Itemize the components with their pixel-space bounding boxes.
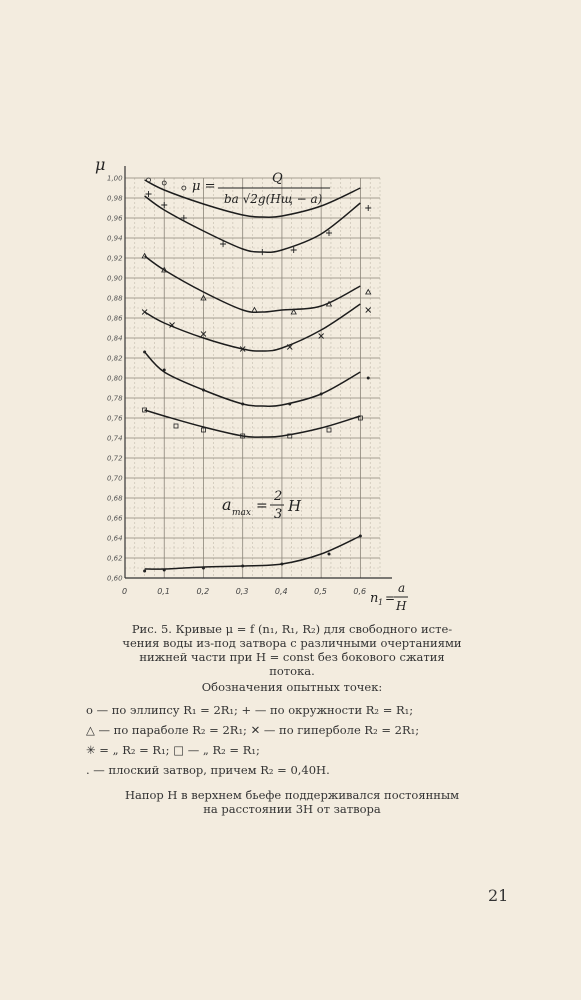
- svg-text:n: n: [370, 591, 379, 606]
- amax-annotation: [222, 489, 302, 522]
- y-axis-label: μ: [95, 155, 106, 174]
- data-point: [280, 563, 283, 566]
- x-tick-label: 0,5: [314, 587, 327, 596]
- figure-caption: Рис. 5. Кривые μ = f (n₁, R₁, R₂) для свободного исте- чения воды из-под затвора с различными очертаниями нижней части при H = const без бокового сжатия потока.: [122, 622, 462, 678]
- y-tick-label: 0,96: [107, 214, 123, 223]
- svg-text:a: a: [398, 581, 406, 595]
- y-tick-label: 0,92: [107, 254, 123, 263]
- svg-text:ba √2g(Hщ − a): ba √2g(Hщ − a): [224, 192, 323, 206]
- x-tick-label: 0: [122, 587, 128, 596]
- x-axis-label: [370, 581, 408, 613]
- data-point: [146, 191, 152, 197]
- svg-text:1: 1: [378, 598, 384, 607]
- x-tick-label: 0,2: [196, 587, 210, 596]
- svg-text:3: 3: [274, 507, 283, 522]
- data-point: [327, 428, 331, 432]
- data-point: [163, 369, 166, 372]
- y-tick-label: 0,78: [107, 394, 123, 403]
- svg-text:a: a: [222, 495, 232, 514]
- data-point: [143, 351, 146, 354]
- y-tick-label: 0,82: [107, 354, 123, 363]
- svg-text:2: 2: [274, 489, 283, 504]
- page-number: 21: [488, 886, 509, 905]
- y-tick-label: 0,98: [107, 194, 123, 203]
- legend-row-2: △ — по параболе R₂ = 2R₁; ✕ — по гиперболе R₂ = 2R₁;: [86, 723, 420, 737]
- y-tick-label: 1,00: [107, 174, 123, 183]
- y-tick-label: 0,70: [107, 474, 123, 483]
- svg-text:max: max: [232, 508, 251, 518]
- data-point: [328, 553, 331, 556]
- data-point: [259, 249, 265, 255]
- legend-row-4: . — плоский затвор, причем R₂ = 0,40H.: [86, 763, 330, 777]
- data-point: [320, 393, 323, 396]
- legend-row-3: ✳ = „ R₂ = R₁; □ — „ R₂ = R₁;: [86, 743, 260, 757]
- data-point: [202, 389, 205, 392]
- svg-text:Q: Q: [272, 171, 283, 186]
- y-tick-label: 0,68: [107, 494, 123, 503]
- y-tick-label: 0,76: [107, 414, 123, 423]
- x-tick-label: 0,4: [274, 587, 288, 596]
- note: Напор H в верхнем бьефе поддерживался постоянным на расстоянии 3H от затвора: [124, 788, 460, 816]
- svg-text:μ =: μ =: [192, 179, 216, 194]
- y-tick-label: 0,74: [107, 434, 123, 443]
- legend-row-1: о — по эллипсу R₁ = 2R₁; + — по окружности R₂ = R₁;: [86, 703, 414, 717]
- y-tick-label: 0,90: [107, 274, 123, 283]
- legend-list: [86, 703, 506, 777]
- svg-text:H: H: [288, 497, 302, 515]
- y-tick-label: 0,88: [107, 294, 123, 303]
- data-point: [288, 403, 291, 406]
- svg-text:=: =: [385, 591, 396, 605]
- data-point: [163, 569, 166, 572]
- data-point: [252, 308, 257, 313]
- x-tick-label: 0,1: [157, 587, 170, 596]
- series-curve-7: [145, 536, 361, 569]
- formula: [192, 171, 330, 206]
- y-tick-label: 0,60: [107, 574, 123, 583]
- y-tick-label: 0,62: [107, 554, 123, 563]
- data-point: [359, 535, 362, 538]
- y-tick-label: 0,66: [107, 514, 123, 523]
- y-tick-label: 0,80: [107, 374, 123, 383]
- data-point: [367, 377, 370, 380]
- data-point: [174, 424, 178, 428]
- svg-text:=: =: [256, 498, 268, 514]
- x-tick-label: 0,6: [353, 587, 367, 596]
- y-tick-label: 0,84: [107, 334, 123, 343]
- legend-heading: Обозначения опытных точек:: [201, 680, 383, 694]
- svg-text:H: H: [396, 599, 407, 613]
- data-point: [241, 403, 244, 406]
- data-point: [161, 202, 167, 208]
- x-tick-label: 0,3: [235, 587, 249, 596]
- y-tick-label: 0,86: [107, 314, 123, 323]
- data-point: [143, 570, 146, 573]
- data-point: [202, 567, 205, 570]
- data-point: [241, 565, 244, 568]
- y-tick-label: 0,64: [107, 534, 123, 543]
- y-tick-label: 0,72: [107, 454, 123, 463]
- y-tick-label: 0,94: [107, 234, 123, 243]
